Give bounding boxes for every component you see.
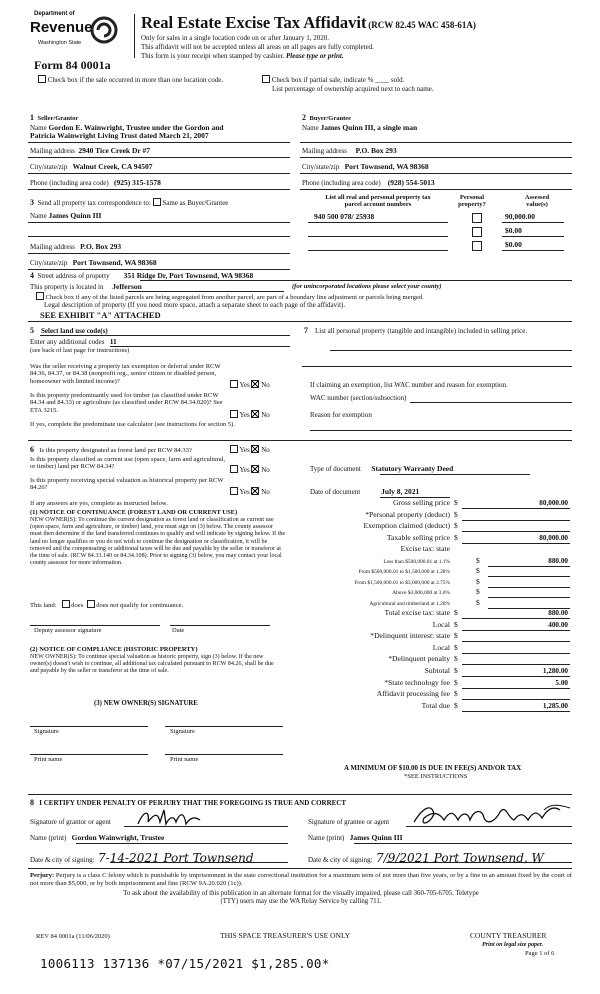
dollar-sign: $: [476, 576, 480, 586]
grantor-print-name: Name (print) Gordon Wainwright, Trustee: [30, 833, 165, 842]
seller-name-cont: Patricia Wainwright Living Trust dated March 21, 2007: [30, 131, 209, 140]
street-address: 4 Street address of property 351 Ridge Dr, Port Townsend, WA 98368: [30, 271, 254, 280]
tax-row: [300, 667, 572, 678]
tax-row-value: 5.00: [555, 678, 568, 687]
tax-row-label: Excise tax: state: [400, 544, 450, 554]
forest-land-answer[interactable]: Yes No: [230, 445, 270, 454]
tax-row: [300, 522, 572, 533]
tax-row-value: 80,000.00: [539, 533, 568, 542]
historic-question: Is this property receiving special valuation as historical property per RCW 84.26?: [30, 477, 224, 492]
treasurer-use-label: THIS SPACE TREASURER'S USE ONLY: [220, 931, 351, 940]
parcel-row-3-value: $0.00: [505, 240, 522, 249]
tax-row-value: 80,000.00: [539, 499, 568, 507]
tax-row: [300, 702, 572, 713]
timber-answer[interactable]: Yes No: [230, 410, 270, 419]
tax-row-label: Total excise tax: state: [384, 608, 450, 617]
document-type: Type of document Statutory Warranty Deed: [310, 464, 454, 473]
tax-row-label: Local: [432, 642, 450, 652]
tax-row: [300, 621, 572, 632]
tax-row-label: Agricultural and timberland at 1.28%: [369, 600, 450, 607]
header-note-3: This form is your receipt when stamped by cashier. Please type or print.: [141, 52, 344, 60]
parcel-row-2-value: $0.00: [505, 226, 522, 235]
tax-row: [300, 644, 572, 655]
no-checkbox[interactable]: [251, 410, 259, 418]
legal-description-label: Legal description of property (If you need more space, attach a separate sheet to each page of the affidavit).: [44, 301, 346, 309]
dollar-sign: $: [454, 666, 458, 675]
yes-checkbox[interactable]: [230, 410, 238, 418]
tax-row: [300, 557, 572, 568]
tax-row: [300, 609, 572, 620]
dollar-sign: $: [454, 689, 458, 699]
tax-row: [300, 567, 572, 578]
yes-checkbox[interactable]: [230, 465, 238, 473]
tax-row-label: *Delinquent interest: state: [370, 631, 450, 641]
revision-label: REV 84 0001a (11/06/2020): [36, 933, 110, 940]
tax-row-value: 880.00: [548, 609, 568, 617]
perjury-statement: Perjury: Perjury is a class C felony which is punishable by imprisonment in the state correctional institution for a maximum term of not more than five years, or by a fine in an amount fixed by the court of not more than $5,000, or by both imprisonment and fine (RCW 9A.20.020 (1c)).: [30, 872, 572, 887]
alternate-format-note: To ask about the availability of this publication in an alternate format for the visually impaired, please call 360-705-6705. Teletype (TTY) users may use the WA Relay Service by calling 711.: [123, 890, 479, 905]
dollar-sign: $: [454, 619, 458, 629]
tax-computation: [300, 496, 572, 746]
dor-logo: [26, 8, 126, 54]
parcel-row-2-personal-checkbox[interactable]: [472, 227, 482, 237]
seller-mailing: Mailing address 2940 Tice Creek Dr #7: [30, 146, 150, 155]
dollar-sign: $: [454, 498, 458, 507]
dollar-sign: $: [454, 677, 458, 687]
logo-dept: Department of: [34, 11, 75, 17]
tax-row-label: Above $3,000,000 at 3.0%: [392, 590, 450, 597]
header-note-2: This affidavit will not be accepted unless all areas on all pages are fully completed.: [141, 43, 374, 51]
tax-row: [300, 588, 572, 599]
minimum-due-note: A MINIMUM OF $10.00 IS DUE IN FEE(S) AND/OR TAX: [344, 764, 522, 772]
location-note: (for unincorporated locations please select your county): [292, 283, 442, 290]
forest-land-question: 6 Is this property designated as forest land per RCW 84.33?: [30, 445, 192, 454]
see-back-note: (see back of last page for instructions): [30, 347, 130, 354]
tax-row: [300, 632, 572, 643]
grantee-signature: [410, 800, 575, 832]
tax-row: [300, 578, 572, 589]
legal-size-note: Print on legal size paper.: [482, 942, 544, 948]
corr-name: Name James Quinn III: [30, 211, 102, 220]
dollar-sign: $: [454, 509, 458, 519]
tax-row-label: Affidavit processing fee: [376, 689, 450, 699]
form-number: Form 84 0001a: [34, 58, 111, 72]
tax-row-label: *Delinquent penalty: [388, 654, 450, 664]
land-use-code: 5 Select land use code(s): [30, 326, 108, 335]
no-checkbox[interactable]: [251, 380, 259, 388]
timber-question: Is this property predominantly used for timber (as classified under RCW 84.34 and 84.33) or agriculture (as classified under RCW 84.34.020)? See ETA 3215.: [30, 392, 223, 414]
seller-phone: Phone (including area code) (925) 315-1578: [30, 178, 161, 187]
personal-property-label: 7 List all personal property (tangible and intangible) included in selling price.: [304, 326, 528, 335]
seller-city: City/state/zip Walnut Creek, CA 94507: [30, 162, 153, 171]
continuance-text: NEW OWNER(S): To continue the current designation as forest land or classification as current use (open space, farm and agriculture, or timber) land, you must sign on (3) below. The county assessor must then determine if the land transferred continues to qualify and will indicate by signing below. If the land no longer qualifies or you do not wish to continue the designation or classification, it will be removed and the compensating or additional taxes will be due and payable by the seller or transferor at the time of sale. (RCW 84.33.140 or 84.34.108). Prior to signing (3) below, you may contact your local county assessor for more information.: [30, 517, 286, 567]
owner-signature-label-2: Signature: [170, 728, 195, 735]
buyer-heading: 2 Buyer/Grantee: [302, 113, 352, 122]
seller-name: Name Gordon E. Wainwright, Trustee under the Gordon and: [30, 123, 224, 132]
page-number: Page 1 of 6: [525, 950, 555, 957]
dollar-sign: $: [454, 631, 458, 641]
does-checkbox[interactable]: [62, 600, 70, 608]
document-date: Date of document July 8, 2021: [310, 487, 420, 496]
grantee-signature-label: Signature of grantee or agent: [308, 818, 390, 826]
compliance-heading: (2) NOTICE OF COMPLIANCE (HISTORIC PROPERTY): [30, 646, 198, 653]
tax-row: [300, 511, 572, 522]
exemption-answer[interactable]: Yes No: [230, 380, 270, 389]
owner-signature-label-1: Signature: [34, 728, 59, 735]
tax-row-value: 1,280.00: [542, 667, 568, 675]
no-checkbox[interactable]: [251, 465, 259, 473]
additional-codes: Enter any additional codes 11: [30, 337, 117, 346]
calculator-note: If yes, complete the predominate use calculator (see instructions for section 5).: [30, 421, 235, 428]
tax-row-value: 400.00: [548, 620, 568, 629]
parcel-row-1-value: 90,000.00: [505, 212, 535, 221]
parcel-row-1-account: 940 500 078/ 25938: [314, 212, 375, 221]
tax-row-label: Subtotal: [424, 666, 450, 675]
treasurer-receipt-stamp: 1006113 137136 *07/15/2021 $1,285.00*: [40, 956, 330, 971]
grantee-date-city: Date & city of signing: 7/9/2021 Port Townsend, W: [308, 851, 544, 865]
grantor-signature: [134, 806, 204, 830]
property-location: This property is located in Jefferson: [30, 282, 142, 291]
deputy-assessor-signature-label: Deputy assessor signature: [34, 627, 102, 634]
corr-heading: 3 Send all property tax correspondence to: Same as Buyer/Grantee: [30, 198, 229, 207]
tax-row-value: 1,285.00: [542, 701, 568, 710]
dollar-sign: $: [476, 597, 480, 607]
no-checkbox[interactable]: [251, 445, 259, 453]
dollar-sign: $: [454, 532, 458, 542]
grantor-signature-label: Signature of grantor or agent: [30, 818, 111, 826]
dollar-sign: $: [476, 556, 480, 565]
form-title: Real Estate Excise Tax Affidavit (RCW 82.45 WAC 458-61A): [141, 13, 476, 32]
dollar-sign: $: [476, 566, 480, 576]
tax-row-label: From $500,000.01 to $1,500,000 at 1.28%: [358, 569, 450, 576]
certification-heading: 8 I CERTIFY UNDER PENALTY OF PERJURY THAT THE FOREGOING IS TRUE AND CORRECT: [30, 798, 347, 807]
dollar-sign: $: [454, 654, 458, 664]
continuance-heading: (1) NOTICE OF CONTINUANCE (FOREST LAND OR CURRENT USE): [30, 509, 238, 516]
tax-row-label: Taxable selling price: [386, 532, 450, 542]
county-treasurer-label: COUNTY TREASURER: [470, 931, 547, 940]
yes-checkbox[interactable]: [230, 445, 238, 453]
parcel-col-assessed: Assessed value(s): [524, 194, 550, 209]
tax-row-label: *Personal property (deduct): [365, 509, 450, 519]
tax-row: [300, 534, 572, 545]
new-owner-signature-heading: (3) NEW OWNER(S) SIGNATURE: [94, 700, 198, 707]
exemption-reason-label: Reason for exemption: [310, 411, 372, 419]
same-as-buyer-checkbox[interactable]: [153, 198, 161, 206]
tax-row-label: Less than $500,000.01 at 1.1%: [383, 559, 450, 565]
assessor-date-label: Date: [172, 627, 185, 634]
compliance-text: NEW OWNER(S): To continue special valuation as historic property, sign (3) below. If the new owner(s) doesn't wish to continue, all additional tax calculated pursuant to RCW 84.26, shall be due and payable by the seller or transferor at the time of sale.: [30, 654, 274, 675]
owner-print-name-label-1: Print name: [34, 756, 63, 763]
current-use-question: Is this property classified as current use (open space, farm and agricultural, or timber) land per RCW 84.34?: [30, 456, 226, 471]
grantee-print-name: Name (print) James Quinn III: [308, 833, 403, 842]
does-not-checkbox[interactable]: [87, 600, 95, 608]
partial-sale-check[interactable]: Check box if partial sale, indicate % ____ sold.: [262, 75, 404, 84]
exemption-question: Was the seller receiving a property tax exemption or deferral under RCW 84.36, 84.37, or 84.38 (nonprofit org., senior citizen or disabled person, homeowner with limited income)?: [30, 363, 221, 385]
tax-row-label: Total due: [421, 700, 450, 710]
parcel-row-3-personal-checkbox[interactable]: [472, 241, 482, 251]
exemption-claim-label: If claiming an exemption, list WAC number and reason for exemption.: [310, 381, 508, 389]
qualification-line: This land: does does not qualify for continuance.: [30, 602, 184, 609]
checkbox[interactable]: [38, 75, 46, 83]
tax-row: [300, 499, 572, 510]
grantor-date-city: Date & city of signing: 7-14-2021 Port Townsend: [30, 851, 254, 865]
corr-mailing: Mailing address P.O. Box 293: [30, 242, 122, 251]
buyer-name: Name James Quinn III, a single man: [302, 123, 418, 132]
seller-heading: 1 Seller/Grantor: [30, 113, 79, 122]
header-note-1: Only for sales in a single location code on or after January 1, 2020.: [141, 34, 329, 42]
dollar-sign: $: [476, 587, 480, 597]
checkbox[interactable]: [262, 75, 270, 83]
corr-city: City/state/zip Port Townsend, WA 98368: [30, 258, 157, 267]
owner-print-name-label-2: Print name: [170, 756, 199, 763]
yes-checkbox[interactable]: [230, 380, 238, 388]
parcel-col-personal: Personal property?: [458, 194, 486, 209]
tax-row: [300, 690, 572, 701]
legal-description: SEE EXHIBIT "A" ATTACHED: [40, 310, 161, 320]
multi-location-check[interactable]: Check box if the sale occurred in more than one location code.: [38, 75, 223, 84]
tax-row: [300, 655, 572, 666]
tax-row-label: Gross selling price: [393, 498, 450, 507]
if-yes-note: If any answers are yes, complete as instructed below.: [30, 500, 168, 507]
checkbox[interactable]: [36, 292, 44, 300]
wac-number-label: WAC number (section/subsection): [310, 394, 407, 402]
dollar-sign: $: [454, 608, 458, 617]
no-checkbox[interactable]: [251, 487, 259, 495]
tax-row: [300, 679, 572, 690]
tax-row-value: 880.00: [548, 557, 568, 565]
tax-row: [300, 545, 572, 556]
dollar-sign: $: [454, 642, 458, 652]
tax-row-label: *State technology fee: [384, 677, 450, 687]
historic-answer[interactable]: Yes No: [230, 487, 270, 496]
buyer-phone: Phone (including area code) (928) 554-5013: [302, 178, 435, 187]
see-instructions-note: *SEE INSTRUCTIONS: [404, 773, 468, 780]
current-use-answer[interactable]: Yes No: [230, 465, 270, 474]
yes-checkbox[interactable]: [230, 487, 238, 495]
tax-row-label: Exemption claimed (deduct): [363, 521, 450, 531]
logo-state: Washington State: [38, 40, 82, 46]
tax-row-label: Local: [432, 619, 450, 629]
parcel-row-1-personal-checkbox[interactable]: [472, 213, 482, 223]
buyer-city: City/state/zip Port Townsend, WA 98368: [302, 162, 429, 171]
dollar-sign: $: [454, 700, 458, 710]
ownership-note: List percentage of ownership acquired next to each name.: [272, 85, 434, 93]
logo-revenue: Revenue: [30, 19, 93, 36]
buyer-mailing: Mailing address P.O. Box 293: [302, 146, 397, 155]
segregation-check[interactable]: Check box if any of the listed parcels are being segregated from another parcel, are part of a boundary line adjustment or parcels being merged.: [36, 292, 424, 302]
tax-row-label: From $1,500,000.01 to $3,000,000 at 2.75%: [354, 579, 450, 586]
parcel-col-accounts: List all real and personal property tax parcel account numbers: [325, 194, 431, 209]
dollar-sign: $: [454, 521, 458, 531]
